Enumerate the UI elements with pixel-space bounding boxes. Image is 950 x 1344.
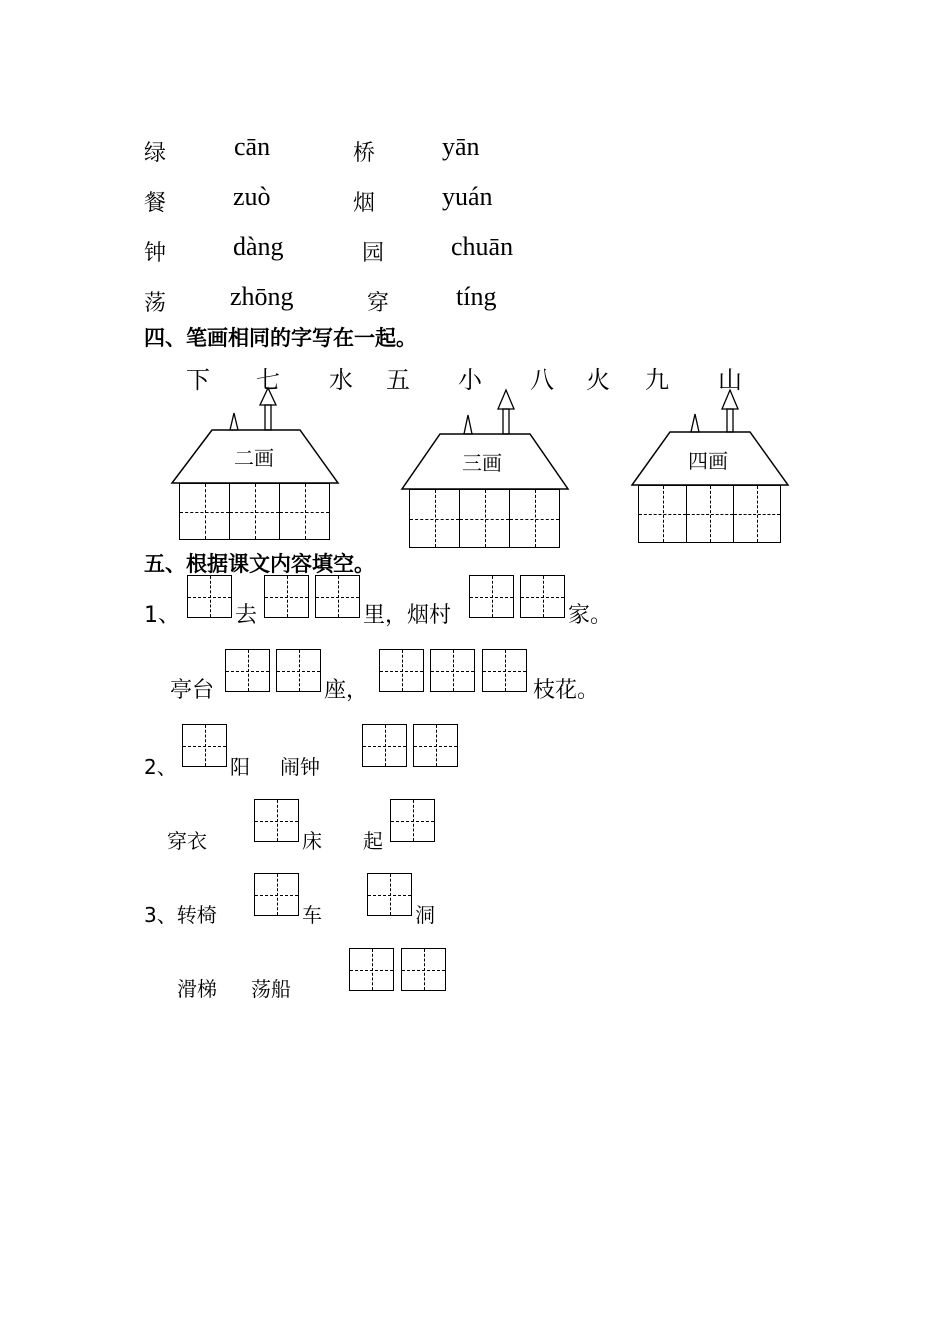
q1-blank-3[interactable] (315, 575, 360, 618)
q1-number: 1、 (144, 603, 180, 628)
stroke-char-1: 下 (186, 366, 210, 394)
house-label-two: 二画 (234, 446, 274, 470)
match-right-char-2: 烟 (353, 191, 376, 216)
q2-text-1: 阳 (230, 755, 250, 779)
q3-text-1: 3、转椅 (144, 903, 217, 927)
match-left-char-3: 钟 (144, 241, 167, 266)
stroke-char-7: 火 (586, 366, 610, 394)
q2-blank-3[interactable] (413, 724, 458, 767)
q1b-text-2: 座， (324, 678, 369, 703)
match-right-pinyin-2: yuán (442, 182, 493, 211)
stroke-char-2: 七 (256, 366, 280, 394)
match-right-char-3: 园 (362, 241, 385, 266)
q3b-text-2: 荡船 (251, 977, 291, 1001)
q1b-blank-5[interactable] (482, 649, 527, 692)
match-right-pinyin-4: tíng (456, 282, 497, 311)
house2-grid-cell-2[interactable] (459, 489, 510, 548)
q2b-blank-2[interactable] (390, 799, 435, 842)
house2-grid-cell-3[interactable] (509, 489, 560, 548)
stroke-char-4: 五 (386, 366, 410, 394)
q2b-text-1: 穿衣 (167, 829, 207, 853)
match-right-char-1: 桥 (353, 141, 376, 166)
q1-blank-4[interactable] (469, 575, 514, 618)
match-left-char-1: 绿 (144, 141, 167, 166)
q3-text-3: 洞 (415, 903, 435, 927)
match-left-pinyin-1: cān (234, 132, 271, 161)
match-left-pinyin-4: zhōng (230, 282, 294, 311)
house3-grid-cell-3[interactable] (733, 485, 781, 543)
q3b-blank-1[interactable] (349, 948, 394, 991)
q3-text-2: 车 (302, 903, 322, 927)
house-label-three: 三画 (462, 451, 502, 475)
q3b-blank-2[interactable] (401, 948, 446, 991)
house1-grid-cell-3[interactable] (279, 483, 330, 540)
house3-grid-cell-2[interactable] (686, 485, 734, 543)
q1b-blank-4[interactable] (430, 649, 475, 692)
house3-grid-cell-1[interactable] (638, 485, 687, 543)
q2b-text-3: 起 (363, 829, 383, 853)
q1-text-1: 去 (235, 603, 258, 628)
house2-grid-cell-1[interactable] (409, 489, 460, 548)
q2b-blank-1[interactable] (254, 799, 299, 842)
q1b-text-1: 亭台 (170, 678, 215, 703)
section4-title: 四、笔画相同的字写在一起。 (144, 326, 417, 350)
stroke-char-9: 山 (718, 366, 742, 394)
q3-blank-1[interactable] (254, 873, 299, 916)
match-right-pinyin-1: yān (442, 132, 480, 161)
q3-blank-2[interactable] (367, 873, 412, 916)
q2-blank-2[interactable] (362, 724, 407, 767)
q1b-text-3: 枝花。 (533, 678, 600, 703)
match-left-pinyin-3: dàng (233, 232, 284, 261)
match-left-pinyin-2: zuò (233, 182, 271, 211)
q1-blank-5[interactable] (520, 575, 565, 618)
match-right-char-4: 穿 (367, 291, 390, 316)
house1-grid-cell-1[interactable] (179, 483, 230, 540)
q2-text-2: 闹钟 (280, 755, 320, 779)
q1b-blank-2[interactable] (276, 649, 321, 692)
q1-blank-2[interactable] (264, 575, 309, 618)
stroke-char-6: 八 (530, 366, 554, 394)
q1-text-3: 家。 (568, 603, 613, 628)
q1-blank-1[interactable] (187, 575, 232, 618)
match-left-char-2: 餐 (144, 191, 167, 216)
house-label-four: 四画 (688, 449, 728, 473)
section5-title: 五、根据课文内容填空。 (144, 552, 375, 576)
stroke-char-3: 水 (329, 366, 353, 394)
house1-grid-cell-2[interactable] (229, 483, 280, 540)
q1b-blank-1[interactable] (225, 649, 270, 692)
q1-text-2: 里，烟村 (363, 603, 452, 628)
stroke-char-8: 九 (645, 366, 669, 394)
q2-number: 2、 (144, 755, 177, 779)
stroke-char-5: 小 (458, 366, 482, 394)
match-right-pinyin-3: chuān (451, 232, 514, 261)
q2b-text-2: 床 (302, 829, 322, 853)
q2-blank-1[interactable] (182, 724, 227, 767)
q1b-blank-3[interactable] (379, 649, 424, 692)
q3b-text-1: 滑梯 (177, 977, 217, 1001)
match-left-char-4: 荡 (144, 291, 167, 316)
